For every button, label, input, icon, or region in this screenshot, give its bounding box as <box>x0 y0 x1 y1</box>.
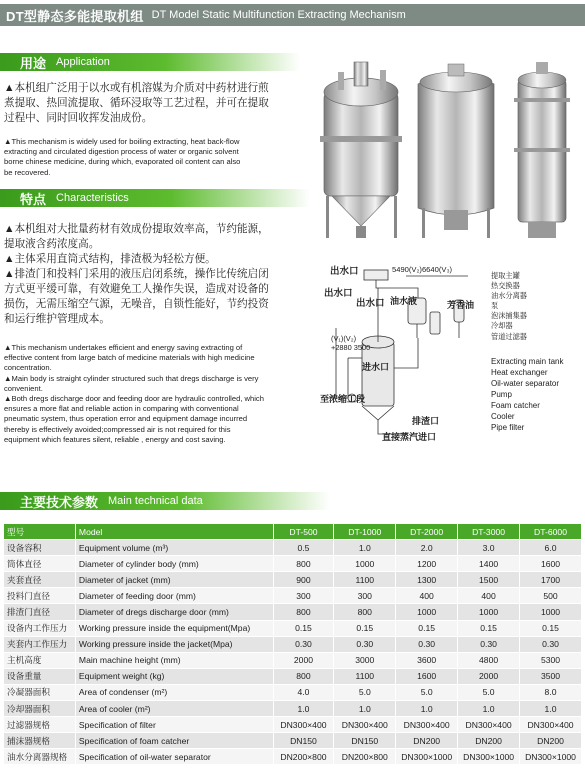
param-value: 3000 <box>334 652 396 668</box>
table-row <box>4 684 582 700</box>
legend-item-en: Oil-water separator <box>491 379 560 388</box>
param-value: 1200 <box>396 556 458 572</box>
equipment-photos <box>318 58 580 248</box>
legend-item-en: Extracting main tank <box>491 357 564 366</box>
param-value: 1700 <box>520 572 582 588</box>
param-value: 3600 <box>396 652 458 668</box>
legend-item-en: Heat exchanger <box>491 368 548 377</box>
param-name-cn: 夹套内工作压力 <box>4 636 76 652</box>
legend-item-cn: 提取主罐 <box>491 271 520 280</box>
param-value: 1.0 <box>458 701 520 717</box>
param-name-cn: 捕沫器规格 <box>4 733 76 749</box>
param-value: 0.15 <box>334 620 396 636</box>
title-english: DT Model Static Multifunction Extracting Mechanism <box>151 9 406 21</box>
param-value: DN300×400 <box>520 717 582 733</box>
param-value: 2.0 <box>396 540 458 556</box>
param-value: 1000 <box>520 604 582 620</box>
param-value: 800 <box>273 556 334 572</box>
spec-heading-cn: 主要技术参数 <box>20 494 99 510</box>
tank-photo-2 <box>418 64 494 238</box>
param-value: DN300×1000 <box>520 749 582 765</box>
label-steam-inlet: 直接蒸汽进口 <box>382 432 437 442</box>
param-value: 2000 <box>273 652 334 668</box>
param-value: 1000 <box>458 604 520 620</box>
param-name-en: Specification of foam catcher <box>75 733 273 749</box>
param-value: 400 <box>396 588 458 604</box>
param-value: 1000 <box>334 556 396 572</box>
legend-item-en: Pump <box>491 390 512 399</box>
table-row <box>4 749 582 765</box>
param-name-en: Specification of oil-water separator <box>75 749 273 765</box>
table-row <box>4 668 582 684</box>
legend-item-cn: 泡沫捕集器 <box>491 311 527 321</box>
param-value: 800 <box>334 604 396 620</box>
param-value: 1600 <box>396 668 458 684</box>
spec-header-row <box>4 524 582 540</box>
param-name-en: Main machine height (mm) <box>75 652 273 668</box>
table-row <box>4 604 582 620</box>
param-value: 300 <box>273 588 334 604</box>
param-value: 1400 <box>458 556 520 572</box>
table-row <box>4 588 582 604</box>
table-row <box>4 556 582 572</box>
header-cell: 型号 <box>4 524 76 540</box>
legend-item-cn: 泵 <box>491 301 499 311</box>
legend-item-cn: 管道过滤器 <box>491 331 527 341</box>
label-to-concentrator: 至浓缩工段 <box>320 394 366 404</box>
table-row <box>4 572 582 588</box>
param-name-cn: 夹套直径 <box>4 572 76 588</box>
param-value: 1.0 <box>334 701 396 717</box>
title-chinese: DT型静态多能提取机组 <box>6 8 144 24</box>
param-value: 1100 <box>334 668 396 684</box>
param-value: 3500 <box>520 668 582 684</box>
application-line-cn: 过程中、同时回收挥发油成份。 <box>4 112 153 124</box>
label-dimension-top: 5490(V₂)6640(V₃) <box>392 265 453 274</box>
characteristics-line-cn: 损伤，无需压缩空气源，无噪音，自锁性能好，节约投资 <box>4 298 269 310</box>
param-value: 3.0 <box>458 540 520 556</box>
label-dimension-left <box>331 334 370 352</box>
spec-heading-bar <box>0 492 330 510</box>
label-dregs-outlet: 排渣口 <box>412 416 440 426</box>
param-value: DN200 <box>520 733 582 749</box>
application-line-en: borne chinese medicine, during which, evaporated oil content can also <box>4 157 241 167</box>
param-value: 0.30 <box>396 636 458 652</box>
characteristics-line-cn: 和运行维护管理成本。 <box>4 313 110 325</box>
param-value: DN300×400 <box>458 717 520 733</box>
characteristics-line-en: ▲Main body is straight cylinder structured such that dregs discharge is very <box>4 373 259 383</box>
param-name-en: Diameter of dregs discharge door (mm) <box>75 604 273 620</box>
legend-item-en: Foam catcher <box>491 401 540 410</box>
param-value: DN150 <box>334 733 396 749</box>
param-name-cn: 主机高度 <box>4 652 76 668</box>
param-name-en: Area of condenser (m²) <box>75 684 273 700</box>
param-name-en: Working pressure inside the equipment(Mpa) <box>75 620 273 636</box>
param-value: 1600 <box>520 556 582 572</box>
param-value: 8.0 <box>520 684 582 700</box>
param-value: 1.0 <box>273 701 334 717</box>
param-name-cn: 设备容积 <box>4 540 76 556</box>
table-row <box>4 636 582 652</box>
legend-item-en: Pipe filter <box>491 423 525 432</box>
param-value: 0.30 <box>458 636 520 652</box>
param-name-cn: 投料门直径 <box>4 588 76 604</box>
legend-item-cn: 冷却器 <box>491 321 513 331</box>
param-value: 5.0 <box>458 684 520 700</box>
param-value: DN300×400 <box>334 717 396 733</box>
characteristics-line-en: concentration. <box>4 363 52 373</box>
param-name-en: Diameter of jacket (mm) <box>75 572 273 588</box>
label-water-out: 出水口 <box>330 266 359 277</box>
application-line-cn: 煮提取、热回流提取、循环浸取等工艺过程，并可在提取 <box>4 97 269 109</box>
characteristics-line-en: pneumatic system, thus operation error and equipment damage incurred <box>4 414 248 424</box>
param-name-cn: 冷却器面积 <box>4 701 76 717</box>
application-line-en: be recovered. <box>4 167 51 177</box>
param-value: 5.0 <box>334 684 396 700</box>
param-value: DN200×800 <box>273 749 334 765</box>
application-text-cn <box>4 81 269 126</box>
characteristics-line-cn: 方式更平缓可靠，有效避免工人操作失误，造成对设备的 <box>4 283 269 295</box>
param-value: DN300×1000 <box>458 749 520 765</box>
param-name-en: Specification of filter <box>75 717 273 733</box>
label-aromatic-oil: 芳香油 <box>447 300 475 310</box>
table-row <box>4 620 582 636</box>
param-name-en: Equipment weight (kg) <box>75 668 273 684</box>
param-value: DN300×400 <box>396 717 458 733</box>
spec-table <box>3 523 582 765</box>
param-name-cn: 油水分离器规格 <box>4 749 76 765</box>
param-value: DN200 <box>396 733 458 749</box>
param-name-en: Area of cooler (m²) <box>75 701 273 717</box>
param-value: 1.0 <box>520 701 582 717</box>
characteristics-heading-cn: 特点 <box>20 191 47 207</box>
param-value: 0.30 <box>273 636 334 652</box>
param-value: 1100 <box>334 572 396 588</box>
characteristics-text-en <box>4 343 264 445</box>
characteristics-line-en: effective content from large batch of medicine materials with high medicine <box>4 353 255 363</box>
application-heading-cn: 用途 <box>20 55 47 71</box>
table-row <box>4 701 582 717</box>
param-name-en: Equipment volume (m³) <box>75 540 273 556</box>
param-value: 6.0 <box>520 540 582 556</box>
application-line-en: extracting and circulated digestion process of water or organic solvent <box>4 147 239 157</box>
param-name-en: Working pressure inside the jacket(Mpa) <box>75 636 273 652</box>
label-oil-liquid: 油水液 <box>390 296 418 306</box>
param-name-en: Diameter of feeding door (mm) <box>75 588 273 604</box>
characteristics-line-cn: ▲主体采用直筒式结构，排渣极为轻松方便。 <box>4 253 216 265</box>
param-value: 0.15 <box>273 620 334 636</box>
characteristics-line-cn: 提取液含药浓度高。 <box>4 238 100 250</box>
spec-table-body <box>4 540 582 765</box>
label-water-in: 出水口 <box>356 298 385 309</box>
label-dimension-left-1: (V₁)(V₂) <box>331 334 357 343</box>
application-heading-bar <box>0 53 300 71</box>
param-value: 800 <box>273 604 334 620</box>
param-value: DN300×400 <box>273 717 334 733</box>
param-value: 5.0 <box>396 684 458 700</box>
param-name-cn: 过滤器规格 <box>4 717 76 733</box>
header-cell: DT-3000 <box>458 524 520 540</box>
application-heading-en: Application <box>56 56 110 68</box>
param-value: 0.15 <box>520 620 582 636</box>
param-name-cn: 排渣门直径 <box>4 604 76 620</box>
param-value: 4800 <box>458 652 520 668</box>
param-value: 0.30 <box>334 636 396 652</box>
label-water-inlet: 进水口 <box>362 362 390 372</box>
characteristics-heading-en: Characteristics <box>56 192 129 204</box>
diagram-legend-cn <box>491 271 527 342</box>
param-value: 0.5 <box>273 540 334 556</box>
param-value: 1300 <box>396 572 458 588</box>
characteristics-line-en: equipment which features silent, reliable , energy and cost saving. <box>4 434 226 444</box>
label-dimension-left-2: +2880 3500 <box>331 343 371 352</box>
param-name-cn: 设备重量 <box>4 668 76 684</box>
param-value: DN200 <box>458 733 520 749</box>
application-line-en: ▲This mechanism is widely used for boiling extracting, heat back-flow <box>4 137 240 146</box>
param-value: 1000 <box>396 604 458 620</box>
table-row <box>4 717 582 733</box>
tank-photo-3 <box>514 62 570 238</box>
param-value: 300 <box>334 588 396 604</box>
title-bar <box>0 4 585 26</box>
param-value: DN200×800 <box>334 749 396 765</box>
characteristics-line-en: ▲Both dregs discharge door and feeding door are hydraulic controlled, which <box>4 394 264 404</box>
param-value: 4.0 <box>273 684 334 700</box>
param-name-en: Diameter of cylinder body (mm) <box>75 556 273 572</box>
legend-item-cn: 油水分离器 <box>491 291 527 301</box>
param-name-cn: 筒体直径 <box>4 556 76 572</box>
param-value: 400 <box>458 588 520 604</box>
param-value: 1500 <box>458 572 520 588</box>
table-row <box>4 733 582 749</box>
characteristics-line-cn: ▲本机组对大批量药材有效成份提取效率高，节约能源， <box>4 223 269 235</box>
param-value: 1.0 <box>396 701 458 717</box>
characteristics-line-en: ensures a more flat and reliable action in comparing with conventional <box>4 404 239 414</box>
characteristics-heading-bar <box>0 189 310 207</box>
characteristics-text-cn <box>4 222 269 327</box>
param-value: 0.15 <box>458 620 520 636</box>
spec-heading-en: Main technical data <box>108 495 203 507</box>
table-row <box>4 652 582 668</box>
diagram-legend-en <box>491 356 563 433</box>
param-value: 500 <box>520 588 582 604</box>
header-cell: DT-2000 <box>396 524 458 540</box>
param-value: DN150 <box>273 733 334 749</box>
header-cell: DT-6000 <box>520 524 582 540</box>
param-value: 2000 <box>458 668 520 684</box>
header-cell: Model <box>75 524 273 540</box>
param-name-cn: 冷凝器面积 <box>4 684 76 700</box>
application-line-cn: ▲本机组广泛用于以水或有机溶媒为介质对中药材进行煎 <box>4 82 269 94</box>
param-name-cn: 设备内工作压力 <box>4 620 76 636</box>
header-cell: DT-500 <box>273 524 334 540</box>
characteristics-line-en: ▲This mechanism undertakes efficient and energy saving extracting of <box>4 343 243 352</box>
tank-photo-1 <box>320 62 402 238</box>
param-value: 1.0 <box>334 540 396 556</box>
application-text-en <box>4 137 240 178</box>
param-value: 0.15 <box>396 620 458 636</box>
param-value: 0.30 <box>520 636 582 652</box>
table-row <box>4 540 582 556</box>
header-cell: DT-1000 <box>334 524 396 540</box>
characteristics-line-en: convenient. <box>4 383 43 393</box>
param-value: 900 <box>273 572 334 588</box>
label-water-out-2: 出水口 <box>324 288 353 299</box>
param-value: DN300×1000 <box>396 749 458 765</box>
characteristics-line-en: thereby is effectively avoided;compressed air is not required for this <box>4 424 231 434</box>
legend-item-en: Cooler <box>491 412 515 421</box>
param-value: 5300 <box>520 652 582 668</box>
legend-item-cn: 热交换器 <box>491 281 520 291</box>
param-value: 800 <box>273 668 334 684</box>
characteristics-line-cn: ▲排渣门和投料门采用的液压启闭系统，操作比传统启闭 <box>4 268 269 280</box>
